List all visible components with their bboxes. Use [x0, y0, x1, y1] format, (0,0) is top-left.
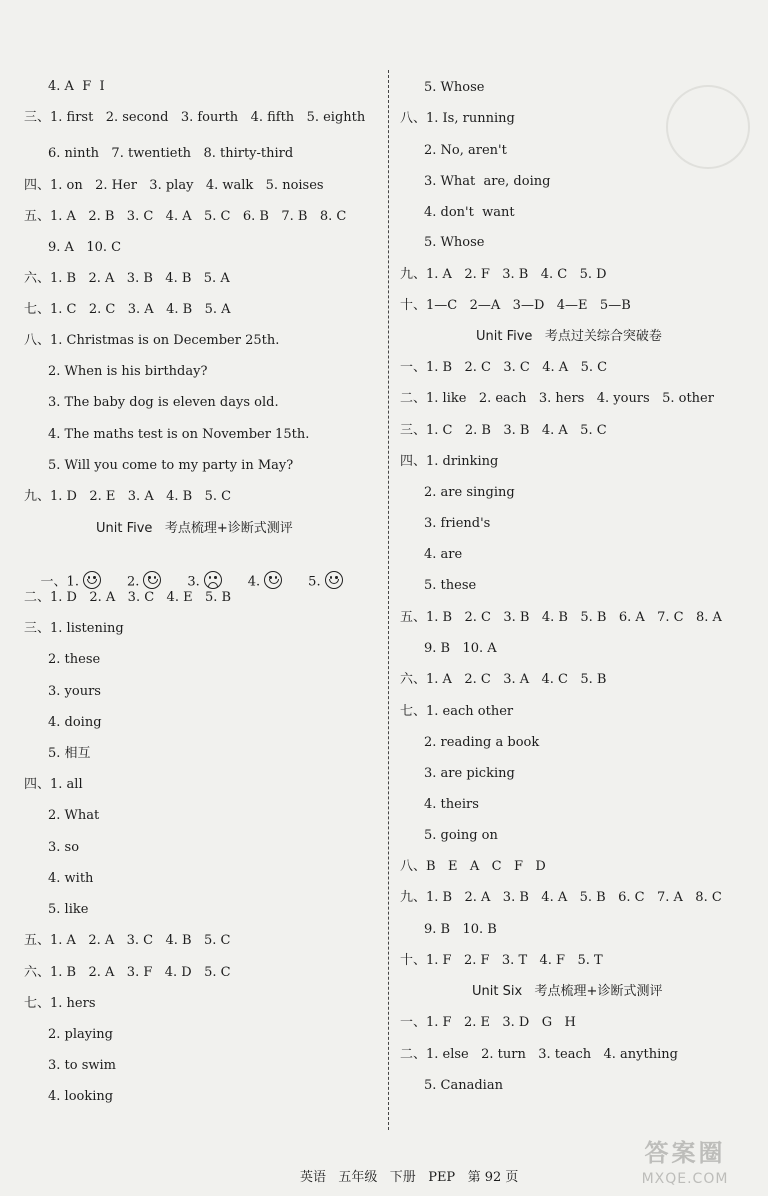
- answer-line: 五、1. B 2. C 3. B 4. B 5. B 6. A 7. C 8. A: [400, 610, 722, 625]
- answer-line: 3. are picking: [424, 766, 515, 781]
- answer-line: 3. so: [48, 840, 80, 855]
- answer-line: 2. reading a book: [424, 735, 540, 750]
- answer-line: 2. When is his birthday?: [48, 364, 208, 379]
- answer-line: 3. The baby dog is eleven days old.: [48, 395, 279, 410]
- answer-line: 3. to swim: [48, 1058, 117, 1073]
- section-header: Unit Five 考点梳理+诊断式测评: [96, 521, 293, 536]
- smiley-num: 1.: [66, 574, 79, 590]
- answer-line: 2. playing: [48, 1027, 113, 1042]
- answer-line: 5. Canadian: [424, 1078, 503, 1093]
- answer-line: 九、1. D 2. E 3. A 4. B 5. C: [24, 489, 232, 504]
- answer-line: 八、1. Christmas is on December 25th.: [24, 333, 280, 348]
- smiley-num: 5.: [308, 574, 321, 590]
- answer-line: 二、1. like 2. each 3. hers 4. yours 5. other: [400, 391, 714, 406]
- answer-line: 五、1. A 2. B 3. C 4. A 5. C 6. B 7. B 8. C: [24, 209, 347, 224]
- answer-line: 2. What: [48, 808, 100, 823]
- happy-face-icon: [325, 571, 343, 589]
- answer-line: 四、1. on 2. Her 3. play 4. walk 5. noises: [24, 178, 324, 193]
- answer-line: 9. A 10. C: [48, 240, 122, 255]
- answer-line: 三、1. C 2. B 3. B 4. A 5. C: [400, 423, 607, 438]
- answer-line: 七、1. hers: [24, 996, 96, 1011]
- site-watermark: [610, 1136, 760, 1194]
- section-header: Unit Six 考点梳理+诊断式测评: [472, 984, 663, 999]
- answer-line: 六、1. B 2. A 3. F 4. D 5. C: [24, 965, 231, 980]
- answer-line: 九、1. A 2. F 3. B 4. C 5. D: [400, 267, 607, 282]
- section-header: Unit Five 考点过关综合突破卷: [476, 329, 662, 344]
- answer-line: 八、1. Is, running: [400, 111, 515, 126]
- answer-line: 十、1. F 2. F 3. T 4. F 5. T: [400, 953, 603, 968]
- answer-line: 三、1. listening: [24, 621, 124, 636]
- answer-line: 4. doing: [48, 715, 102, 730]
- answer-line: 5. Will you come to my party in May?: [48, 458, 294, 473]
- watermark-title: 答案圈: [644, 1139, 726, 1167]
- happy-face-icon: [143, 571, 161, 589]
- answer-line: 5. like: [48, 902, 89, 917]
- answer-line: 3. What are, doing: [424, 174, 551, 189]
- answer-line: 一、1. F 2. E 3. D G H: [400, 1015, 576, 1030]
- answer-line: 5. these: [424, 578, 477, 593]
- answer-line: 2. No, aren't: [424, 143, 507, 158]
- answer-label: 一、: [40, 574, 67, 590]
- answer-line: 十、1—C 2—A 3—D 4—E 5—B: [400, 298, 631, 313]
- happy-face-icon: [83, 571, 101, 589]
- answer-line: 二、1. D 2. A 3. C 4. E 5. B: [24, 590, 232, 605]
- answer-line: 4. A F I: [48, 79, 105, 94]
- smiley-num: 3.: [187, 574, 200, 590]
- answer-line: 4. are: [424, 547, 463, 562]
- smiley-num: 2.: [126, 574, 140, 590]
- answer-line: 六、1. A 2. C 3. A 4. C 5. B: [400, 672, 607, 687]
- answer-line: 6. ninth 7. twentieth 8. thirty-third: [48, 146, 294, 161]
- answer-line: 3. yours: [48, 684, 101, 699]
- answer-line: 九、1. B 2. A 3. B 4. A 5. B 6. C 7. A 8. C: [400, 890, 722, 905]
- answer-line: 5. 相互: [48, 746, 91, 761]
- smiley-num: 4.: [247, 574, 261, 590]
- answer-line: 四、1. drinking: [400, 454, 499, 469]
- answer-line: 5. Whose: [424, 80, 485, 95]
- answer-line: 五、1. A 2. A 3. C 4. B 5. C: [24, 933, 231, 948]
- answer-line: 4. don't want: [424, 205, 515, 220]
- answer-line: 5. going on: [424, 828, 498, 843]
- answer-line: 八、B E A C F D: [400, 859, 546, 874]
- answer-line: 4. theirs: [424, 797, 479, 812]
- answer-line: 2. are singing: [424, 485, 515, 500]
- answer-line: 一、1. B 2. C 3. C 4. A 5. C: [400, 360, 608, 375]
- happy-face-icon: [264, 571, 282, 589]
- column-divider: [388, 70, 389, 1130]
- answer-line: 六、1. B 2. A 3. B 4. B 5. A: [24, 271, 230, 286]
- answer-line: 4. with: [48, 871, 94, 886]
- answer-line: 9. B 10. A: [424, 641, 497, 656]
- answer-line: 三、1. first 2. second 3. fourth 4. fifth 5. eighth: [24, 110, 366, 125]
- answer-line: 5. Whose: [424, 235, 485, 250]
- answer-line: 二、1. else 2. turn 3. teach 4. anything: [400, 1047, 678, 1062]
- answer-line: 七、1. each other: [400, 704, 514, 719]
- answer-line: 9. B 10. B: [424, 922, 497, 937]
- answer-line: 2. these: [48, 652, 101, 667]
- answer-line: 3. friend's: [424, 516, 491, 531]
- watermark-subtitle: MXQE.COM: [641, 1171, 729, 1187]
- faded-stamp: [666, 85, 750, 169]
- answer-line: 4. looking: [48, 1089, 114, 1104]
- answer-line: 4. The maths test is on November 15th.: [48, 427, 310, 442]
- page-footer: 英语 五年级 下册 PEP 第 92 页: [300, 1170, 519, 1185]
- answer-line: 七、1. C 2. C 3. A 4. B 5. A: [24, 302, 231, 317]
- sad-face-icon: [204, 571, 222, 589]
- answer-line: 四、1. all: [24, 777, 83, 792]
